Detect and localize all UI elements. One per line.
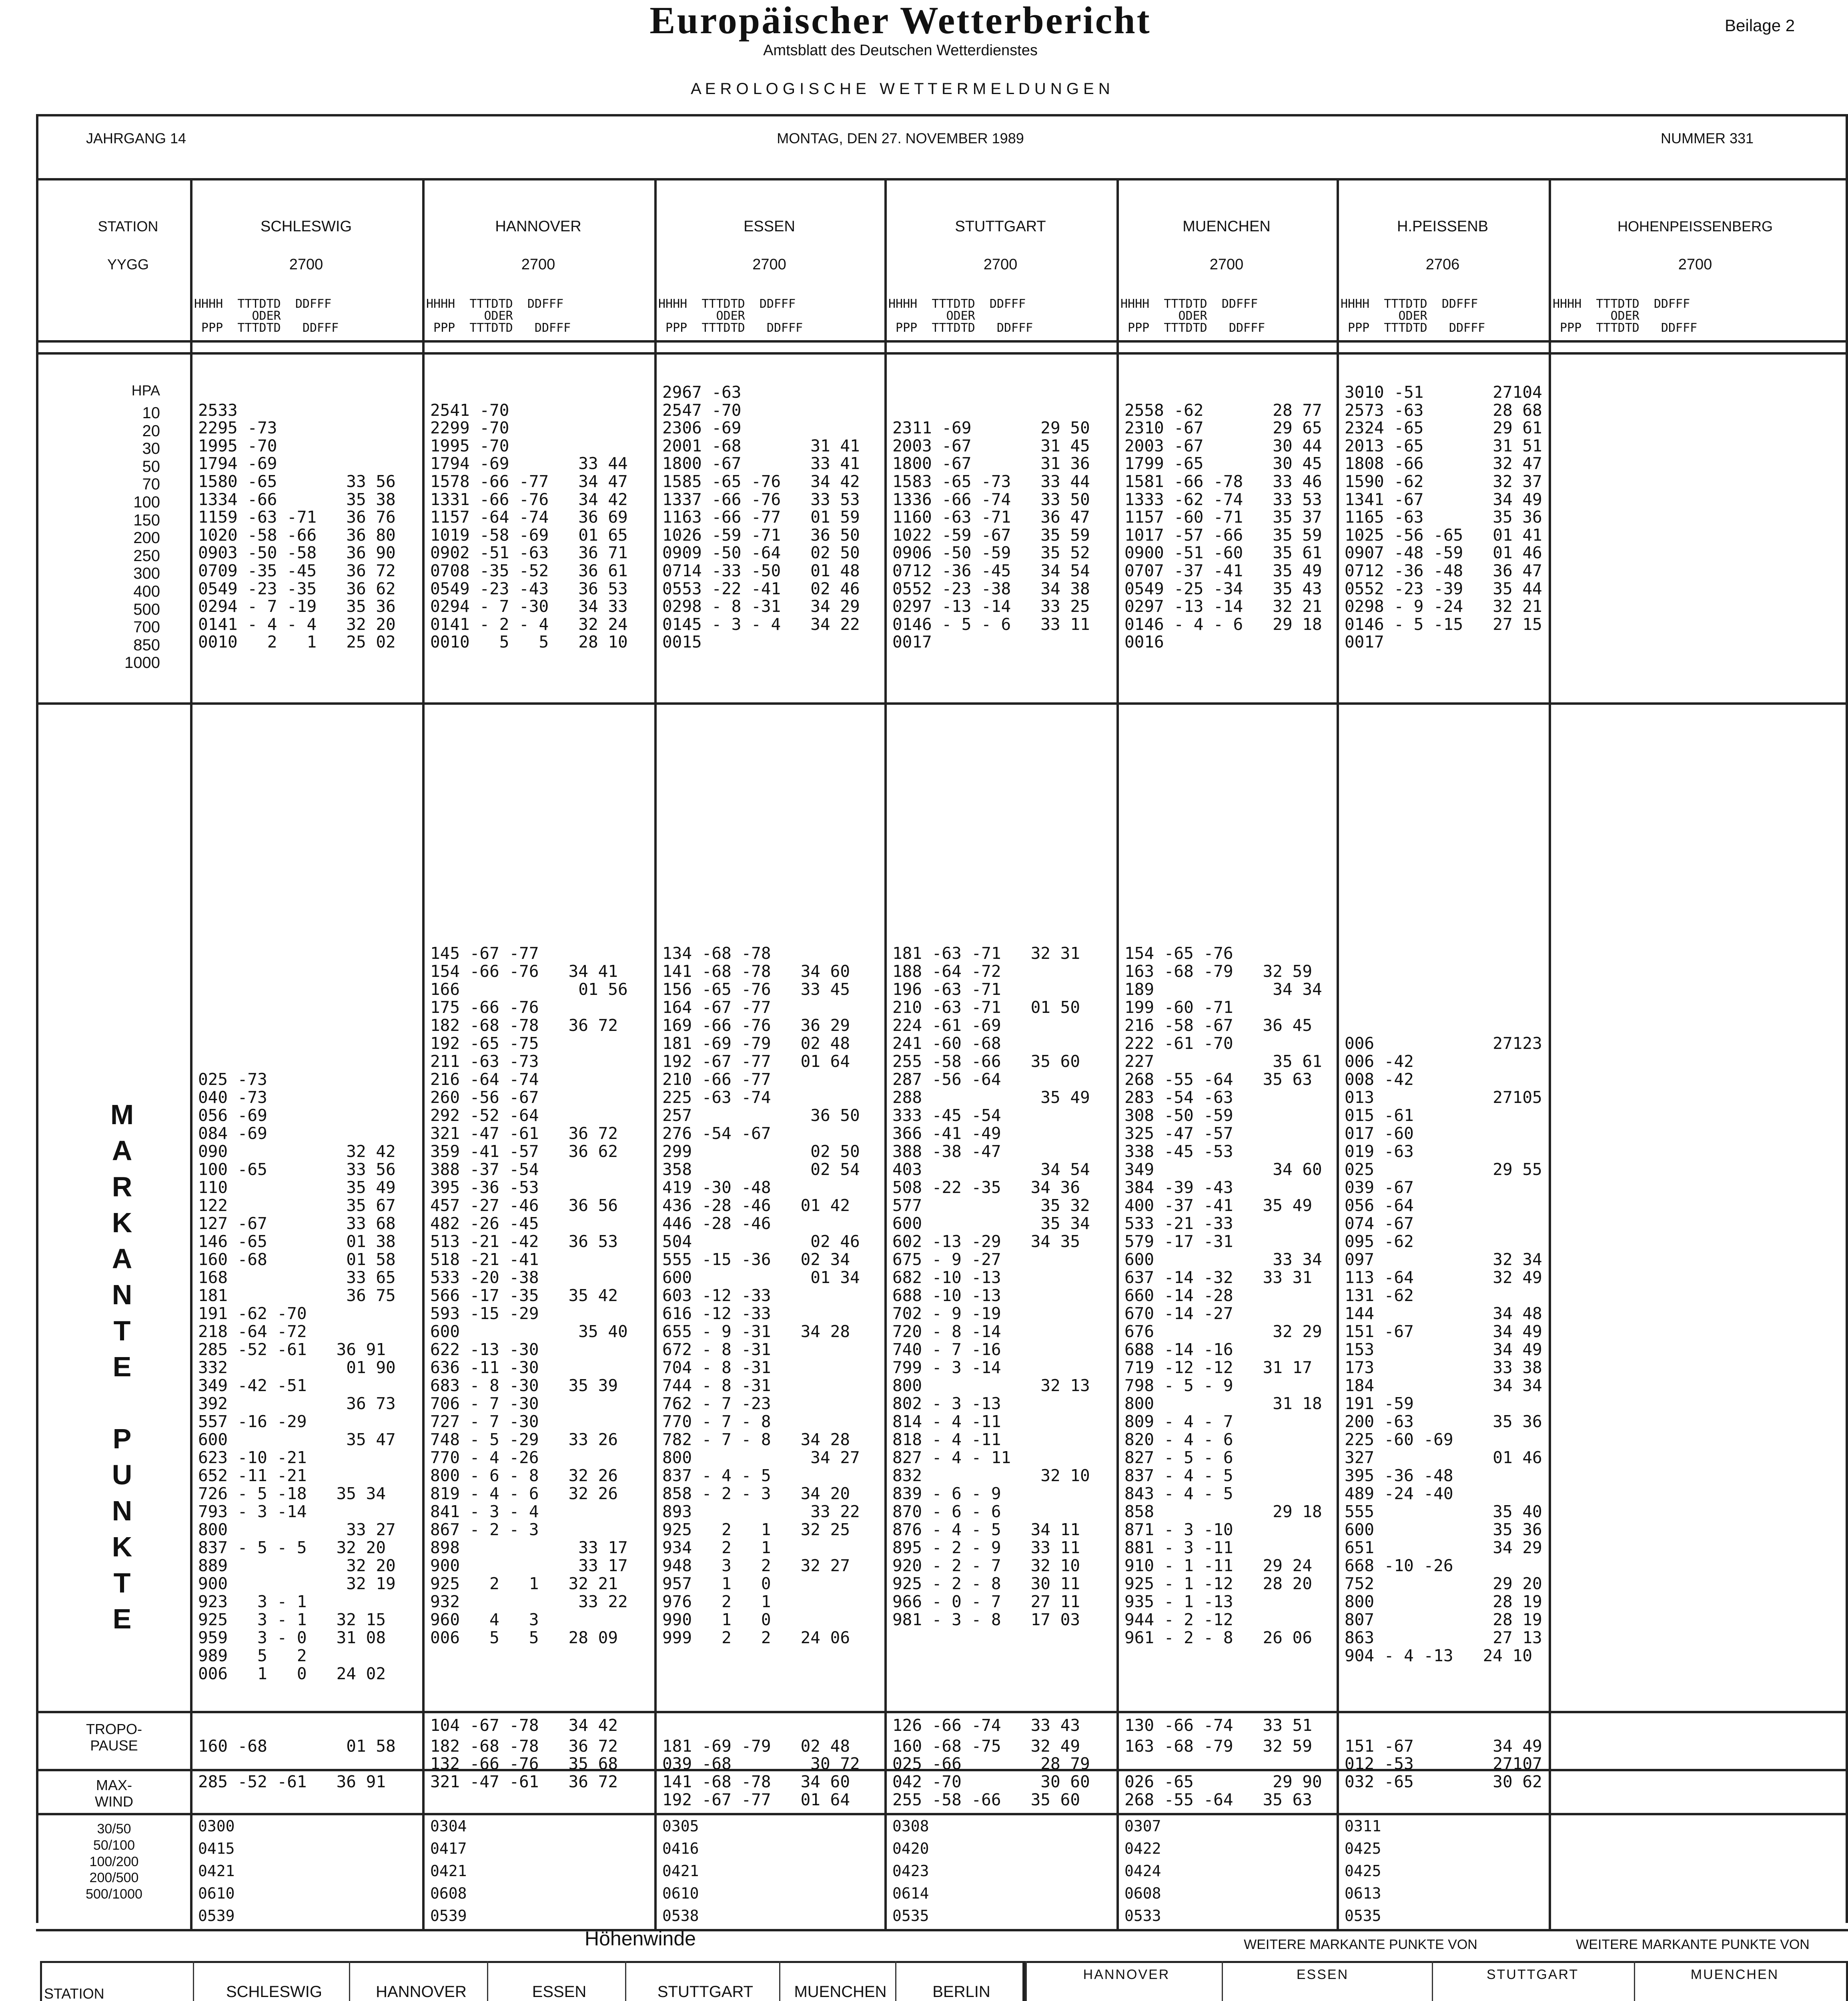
maxwind-values: 039 -68 30 72 141 -68 -78 34 60 192 -67 -77 01 64 [662, 1754, 860, 1809]
significant-points: 134 -68 -78 141 -68 -78 34 60 156 -65 -76 33 45 164 -67 -77 169 -66 -76 36 29 181 -69 -79 02 48 192 -67 -77 01 64 210 -66 -77 225 -63 -74 257 36 50 276 -54 -67 299 02 50 358 02 54 419 -30 -48 436 -28 -46 01 42 446 -28 -46 504 02 46 555 -15 -36 02 34 600 01 34 603 -12 -33 616 -12 -33 655 - 9 -31 34 28 672 - 8 -31 704 - 8 -31 744 - 8 -31 762 - 7 -23 770 - 7 - 8 782 - 7 - 8 34 28 800 34 27 837 - 4 - 5 858 - 2 - 3 34 20 893 33 22 925 2 1 32 25 934 2 1 948 3 2 32 27 957 1 0 976 2 1 990 1 0 999 2 2 24 06 [662, 944, 860, 1647]
column-divider [654, 178, 657, 1929]
markante-letter: E [112, 1603, 132, 1634]
rule-subhead [36, 340, 1848, 343]
winds-station-name: ESSEN [532, 1983, 587, 2001]
station-yygg: 2700 [1678, 256, 1712, 273]
significant-points: 145 -67 -77 154 -66 -76 34 41 166 01 56 175 -66 -76 182 -68 -78 36 72 192 -65 -75 211 -63 -73 216 -64 -74 260 -56 -67 292 -52 -64 321 -47 -61 36 72 359 -41 -57 36 62 388 -37 -54 395 -36 -53 457 -27 -46 36 56 482 -26 -45 513 -21 -42 36 53 518 -21 -41 533 -20 -38 566 -17 -35 35 42 593 -15 -29 600 35 40 622 -13 -30 636 -11 -30 683 - 8 -30 35 39 706 - 7 -30 727 - 7 -30 748 - 5 -29 33 26 770 - 4 -26 800 - 6 - 8 32 26 819 - 4 - 6 32 26 841 - 3 - 4 867 - 2 - 3 898 33 17 900 33 17 925 2 1 32 21 932 33 22 960 4 3 006 5 5 28 09 [430, 944, 628, 1647]
standard-levels: 3010 -51 27104 2573 -63 28 68 2324 -65 29 61 2013 -65 31 51 1808 -66 32 47 1590 -62 32 37 1341 -67 34 49 1165 -63 35 36 1025 -56 -65 01 41 0907 -48 -59 01 46 0712 -36 -48 36 47 0552 -23 -39 35 44 0298 - 9 -24 32 21 0146 - 5 -15 27 15 0017 [1345, 383, 1542, 652]
further-station-name: ESSEN [1296, 1967, 1349, 1982]
markante-letter: U [112, 1459, 132, 1490]
rule-upper-end [36, 1929, 1848, 1931]
station-yygg: 2700 [289, 256, 323, 273]
further-title-2: WEITERE MARKANTE PUNKTE VON [1576, 1937, 1810, 1952]
rule-issue [36, 178, 1848, 180]
column-subheader: HHHH TTTDTD DDFFF ODER PPP TTTDTD DDFFF [888, 297, 1033, 335]
markante-letter: T [113, 1315, 131, 1346]
maxwind-values: 026 -65 29 90 268 -55 -64 35 63 [1124, 1772, 1322, 1809]
markante-letter: T [113, 1567, 131, 1598]
markante-letter: N [112, 1279, 132, 1310]
markante-letter: K [112, 1207, 132, 1238]
winds-station-name: BERLIN [932, 1983, 990, 2001]
significant-points: 006 27123 006 -42 008 -42 013 27105 015 -61 017 -60 019 -63 025 29 55 039 -67 056 -64 074 -67 095 -62 097 32 34 113 -64 32 49 131 -62 144 34 48 151 -67 34 49 153 34 49 173 33 38 184 34 34 191 -59 200 -63 35 36 225 -60 -69 327 01 46 395 -36 -48 489 -24 -40 555 35 40 600 35 36 651 34 29 668 -10 -26 752 29 20 800 28 19 807 28 19 863 27 13 904 - 4 -13 24 10 [1345, 1034, 1542, 1665]
winds-column-divider [349, 1961, 350, 2001]
station-name: MUENCHEN [1183, 218, 1271, 235]
masthead-section: A E R O L O G I S C H E W E T T E R M E L D U N G E N [691, 80, 1110, 98]
rule-tropo [36, 1711, 1848, 1713]
station-name: STUTTGART [955, 218, 1046, 235]
column-subheader: HHHH TTTDTD DDFFF ODER PPP TTTDTD DDFFF [426, 297, 571, 335]
rule-layers [36, 1813, 1848, 1815]
rule-left [36, 114, 38, 1923]
supplement-label: Beilage 2 [1725, 16, 1795, 35]
further-station-name: HANNOVER [1083, 1967, 1170, 1982]
pressure-levels: 10 20 30 50 70 100 150 200 250 300 400 500 700 850 1000 [124, 404, 160, 672]
layers-label: 30/50 50/100 100/200 200/500 500/1000 [86, 1821, 142, 1902]
layer-thickness: 0300 0415 0421 0610 0539 [198, 1817, 235, 1925]
winds-column-divider [625, 1961, 626, 2001]
layer-thickness: 0305 0416 0421 0610 0538 [662, 1817, 699, 1925]
maxwind-values: 025 -66 28 79 042 -70 30 60 255 -58 -66 35 60 [892, 1754, 1090, 1809]
yygg-label: YYGG [107, 256, 149, 273]
further-station-name: STUTTGART [1486, 1967, 1579, 1982]
column-subheader: HHHH TTTDTD DDFFF ODER PPP TTTDTD DDFFF [658, 297, 803, 335]
winds-column-divider [193, 1961, 194, 2001]
station-name: HANNOVER [495, 218, 581, 235]
column-divider [190, 178, 192, 1929]
station-name: ESSEN [744, 218, 795, 235]
column-divider [1116, 178, 1119, 1929]
column-divider [1549, 178, 1551, 1929]
further-title-1: WEITERE MARKANTE PUNKTE VON [1244, 1937, 1477, 1952]
column-divider [1337, 178, 1339, 1929]
maxwind-label: MAX- WIND [95, 1777, 133, 1810]
markante-letter: N [112, 1495, 132, 1526]
winds-station-name: STUTTGART [657, 1983, 754, 2001]
markante-letter: E [112, 1351, 132, 1382]
column-divider [422, 178, 425, 1929]
markante-letter: P [112, 1423, 132, 1454]
station-yygg: 2700 [752, 256, 786, 273]
column-subheader: HHHH TTTDTD DDFFF ODER PPP TTTDTD DDFFF [1120, 297, 1265, 335]
further-column-divider [1634, 1961, 1635, 2001]
maxwind-values: 012 -53 27107 032 -65 30 62 [1345, 1754, 1542, 1791]
masthead-subtitle: Amtsblatt des Deutschen Wetterdienstes [763, 42, 1038, 59]
winds-column-divider [779, 1961, 780, 2001]
rule-right [1846, 114, 1848, 1923]
winds-station-name: SCHLESWIG [226, 1983, 323, 2001]
standard-levels: 2967 -63 2547 -70 2306 -69 2001 -68 31 41 1800 -67 33 41 1585 -65 -76 34 42 1337 -66 -76 33 53 1163 -66 -77 01 59 1026 -59 -71 36 50 0909 -50 -64 02 50 0714 -33 -50 01 48 0553 -22 -41 02 46 0298 - 8 -31 34 29 0145 - 3 - 4 34 22 0015 [662, 383, 860, 652]
station-name: SCHLESWIG [260, 218, 352, 235]
station-label: STATION [98, 218, 158, 235]
station-name: HOHENPEISSENBERG [1617, 218, 1773, 235]
column-subheader: HHHH TTTDTD DDFFF ODER PPP TTTDTD DDFFF [1553, 297, 1698, 335]
winds-column-divider [895, 1961, 896, 2001]
station-yygg: 2700 [983, 256, 1018, 273]
station-yygg: 2700 [521, 256, 555, 273]
issue-number: NUMMER 331 [1661, 130, 1754, 146]
standard-levels: 2541 -70 2299 -70 1995 -70 1794 -69 33 44 1578 -66 -77 34 47 1331 -66 -76 34 42 1157 -64 -74 36 69 1019 -58 -69 01 65 0902 -51 -63 36 71 0708 -35 -52 36 61 0549 -23 -43 36 53 0294 - 7 -30 34 33 0141 - 2 - 4 32 24 0010 5 5 28 10 [430, 400, 628, 652]
further-column-divider [1026, 1961, 1027, 2001]
masthead-title: Europäischer Wetterbericht [649, 0, 1151, 42]
markante-letter: M [110, 1099, 134, 1130]
markante-punkte-label [102, 1097, 154, 1637]
rule-levels-top [36, 352, 1848, 355]
hpa-label: HPA [131, 382, 160, 399]
standard-levels: 2533 2295 -73 1995 -70 1794 -69 1580 -65 33 56 1334 -66 35 38 1159 -63 -71 36 76 1020 -58 -66 36 80 0903 -50 -58 36 90 0709 -35 -45 36 72 0549 -23 -35 36 62 0294 - 7 -19 35 36 0141 - 4 - 4 32 20 0010 2 1 25 02 [198, 400, 396, 652]
column-divider [884, 178, 887, 1929]
winds-station-label: STATION [44, 1985, 104, 2001]
column-subheader: HHHH TTTDTD DDFFF ODER PPP TTTDTD DDFFF [194, 297, 339, 335]
tropopause-values: 160 -68 01 58 [198, 1736, 396, 1756]
significant-points: 181 -63 -71 32 31 188 -64 -72 196 -63 -71 210 -63 -71 01 50 224 -61 -69 241 -60 -68 255 -58 -66 35 60 287 -56 -64 288 35 49 333 -45 -54 366 -41 -49 388 -38 -47 403 34 54 508 -22 -35 34 36 577 35 32 600 35 34 602 -13 -29 34 35 675 - 9 -27 682 -10 -13 688 -10 -13 702 - 9 -19 720 - 8 -14 740 - 7 -16 799 - 3 -14 800 32 13 802 - 3 -13 814 - 4 -11 818 - 4 -11 827 - 4 - 11 832 32 10 839 - 6 - 9 870 - 6 - 6 876 - 4 - 5 34 11 895 - 2 - 9 33 11 920 - 2 - 7 32 10 925 - 2 - 8 30 11 966 - 0 - 7 27 11 981 - 3 - 8 17 03 [892, 944, 1090, 1629]
maxwind-values: 132 -66 -76 35 68 321 -47 -61 36 72 [430, 1754, 618, 1791]
station-yygg: 2706 [1425, 256, 1460, 273]
tropopause-values: 126 -66 -74 33 43 160 -68 -75 32 49 [892, 1716, 1080, 1756]
significant-points: 154 -65 -76 163 -68 -79 32 59 189 34 34 199 -60 -71 216 -58 -67 36 45 222 -61 -70 227 35 61 268 -55 -64 35 63 283 -54 -63 308 -50 -59 325 -47 -57 338 -45 -53 349 34 60 384 -39 -43 400 -37 -41 35 49 533 -21 -33 579 -17 -31 600 33 34 637 -14 -32 33 31 660 -14 -28 670 -14 -27 676 32 29 688 -14 -16 719 -12 -12 31 17 798 - 5 - 9 800 31 18 809 - 4 - 7 820 - 4 - 6 827 - 5 - 6 837 - 4 - 5 843 - 4 - 5 858 29 18 871 - 3 -10 881 - 3 -11 910 - 1 -11 29 24 925 - 1 -12 28 20 935 - 1 -13 944 - 2 -12 961 - 2 - 8 26 06 [1124, 944, 1322, 1647]
layer-thickness: 0307 0422 0424 0608 0533 [1124, 1817, 1161, 1925]
station-name: H.PEISSENB [1397, 218, 1489, 235]
further-column-divider [1432, 1961, 1433, 2001]
significant-points: 025 -73 040 -73 056 -69 084 -69 090 32 42 100 -65 33 56 110 35 49 122 35 67 127 -67 33 68 146 -65 01 38 160 -68 01 58 168 33 65 181 36 75 191 -62 -70 218 -64 -72 285 -52 -61 36 91 332 01 90 349 -42 -51 392 36 73 557 -16 -29 600 35 47 623 -10 -21 652 -11 -21 726 - 5 -18 35 34 793 - 3 -14 800 33 27 837 - 5 - 5 32 20 889 32 20 900 32 19 923 3 - 1 925 3 - 1 32 15 959 3 - 0 31 08 989 5 2 006 1 0 24 02 [198, 1070, 396, 1683]
standard-levels: 2311 -69 29 50 2003 -67 31 45 1800 -67 31 36 1583 -65 -73 33 44 1336 -66 -74 33 50 1160 -63 -71 36 47 1022 -59 -67 35 59 0906 -50 -59 35 52 0712 -36 -45 34 54 0552 -23 -38 34 38 0297 -13 -14 33 25 0146 - 5 - 6 33 11 0017 [892, 418, 1090, 652]
further-column-divider [1222, 1961, 1223, 2001]
further-station-name: MUENCHEN [1690, 1967, 1779, 1982]
markante-letter [102, 1385, 142, 1421]
station-yygg: 2700 [1209, 256, 1244, 273]
tropopause-values: 151 -67 34 49 [1345, 1736, 1542, 1756]
layer-thickness: 0304 0417 0421 0608 0539 [430, 1817, 467, 1925]
tropopause-values: 181 -69 -79 02 48 [662, 1736, 850, 1756]
winds-title: Höhenwinde [585, 1927, 696, 1950]
maxwind-values: 285 -52 -61 36 91 [198, 1772, 386, 1791]
markante-letter: R [112, 1171, 132, 1202]
winds-station-name: HANNOVER [376, 1983, 467, 2001]
markante-letter: K [112, 1531, 132, 1562]
layer-thickness: 0311 0425 0425 0613 0535 [1345, 1817, 1381, 1925]
rule-top [36, 114, 1848, 116]
layer-thickness: 0308 0420 0423 0614 0535 [892, 1817, 929, 1925]
markante-letter: A [112, 1243, 132, 1274]
tropopause-values: 104 -67 -78 34 42 182 -68 -78 36 72 [430, 1716, 618, 1756]
standard-levels: 2558 -62 28 77 2310 -67 29 65 2003 -67 30 44 1799 -65 30 45 1581 -66 -78 33 46 1333 -62 -74 33 53 1157 -60 -71 35 37 1017 -57 -66 35 59 0900 -51 -60 35 61 0707 -37 -41 35 49 0549 -25 -34 35 43 0297 -13 -14 32 21 0146 - 4 - 6 29 18 0016 [1124, 400, 1322, 652]
issue-date: MONTAG, DEN 27. NOVEMBER 1989 [777, 130, 1024, 146]
tropopause-values: 130 -66 -74 33 51 163 -68 -79 32 59 [1124, 1716, 1312, 1756]
issue-volume: JAHRGANG 14 [86, 130, 186, 146]
winds-column-divider [487, 1961, 488, 2001]
column-subheader: HHHH TTTDTD DDFFF ODER PPP TTTDTD DDFFF [1341, 297, 1485, 335]
rule-sig-top [36, 702, 1848, 705]
winds-station-name: MUENCHEN [794, 1983, 887, 2001]
tropopause-label: TROPO- PAUSE [86, 1721, 142, 1754]
markante-letter: A [112, 1135, 132, 1166]
